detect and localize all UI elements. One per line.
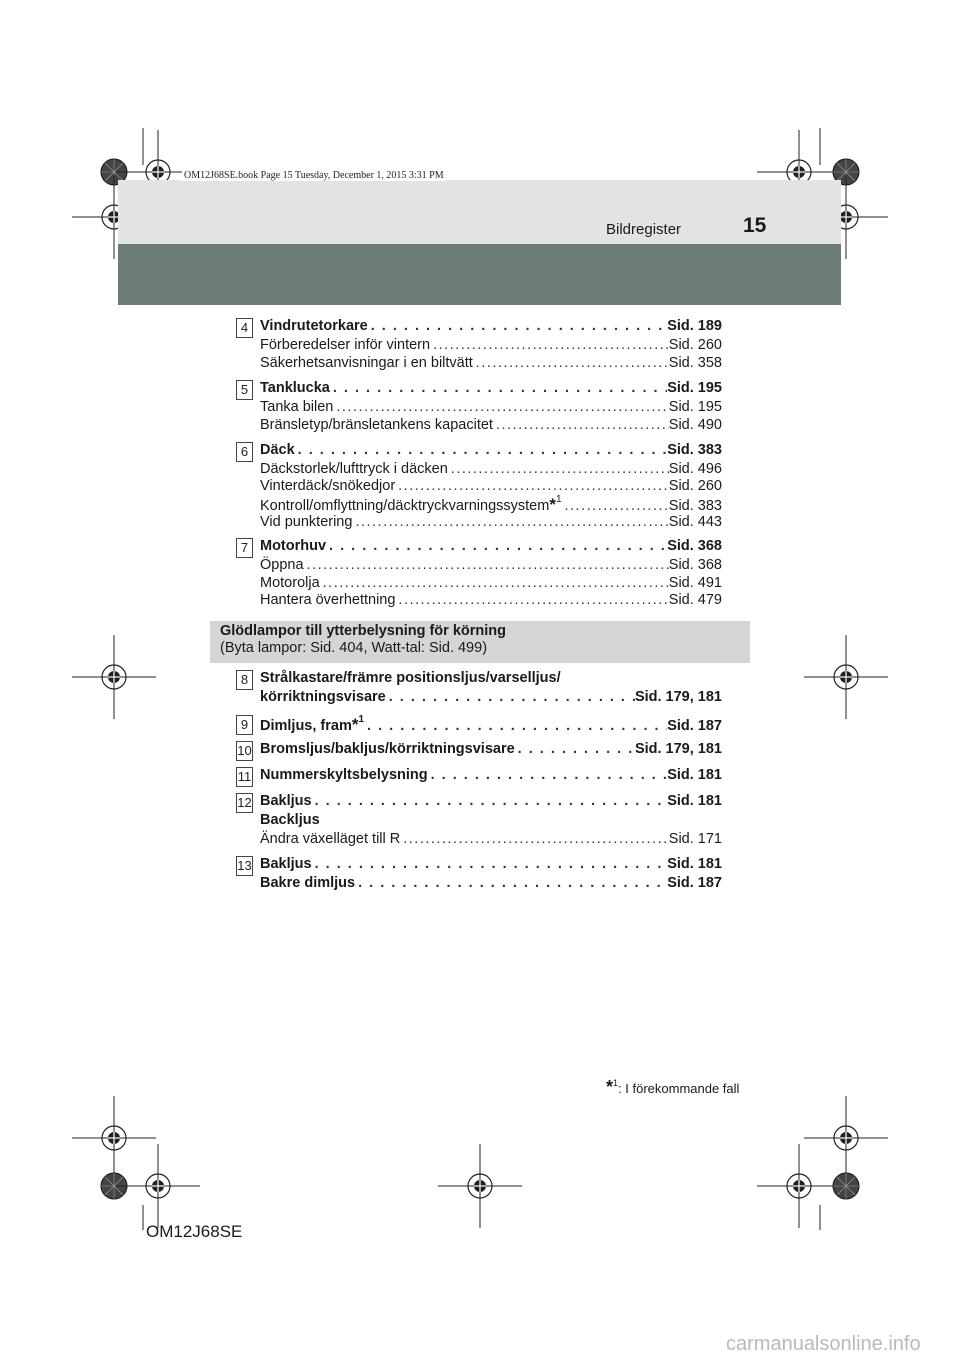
page-reference: Sid. 383 — [668, 498, 722, 514]
header-top-bar — [118, 180, 841, 244]
entry-number: 10 — [236, 741, 253, 761]
entry-number: 9 — [236, 715, 253, 735]
footnote-marker: 1 — [358, 714, 365, 726]
page-reference: Sid. 491 — [668, 575, 722, 591]
index-line: Kontroll/omflyttning/däcktryckvarningssystem *$^1$ ..... Sid. 383 — [260, 495, 722, 515]
index-line — [260, 831, 722, 847]
entry-number: 4 — [236, 318, 253, 338]
index-label: Säkerhetsanvisningar i en biltvätt — [260, 355, 473, 371]
page-reference: Sid. 171 — [668, 831, 722, 847]
index-label: Strålkastare/främre positionsljus/varselljus/ — [260, 670, 561, 686]
index-line — [260, 689, 722, 705]
index-line — [260, 337, 722, 353]
index-label: Dimljus, fram — [260, 718, 352, 734]
page-reference: Sid. 358 — [668, 355, 722, 371]
entry-number: 5 — [236, 380, 253, 400]
index-label: Ändra växelläget till R — [260, 831, 401, 847]
page-reference: Sid. 383 — [667, 442, 722, 458]
header-band — [118, 244, 841, 305]
index-line — [260, 417, 722, 433]
document-code: OM12J68SE — [146, 1222, 243, 1241]
index-label: Bakljus — [260, 793, 312, 809]
index-label: Däck — [260, 442, 295, 458]
page-reference: Sid. 187 — [667, 718, 722, 734]
page-reference: Sid. 368 — [667, 538, 722, 554]
index-label: Vindrutetorkare — [260, 318, 368, 334]
entry-number: 6 — [236, 442, 253, 462]
index-label: Nummerskyltsbelysning — [260, 767, 428, 783]
index-label: Motorolja — [260, 575, 320, 591]
index-label: Förberedelser inför vintern — [260, 337, 431, 353]
index-line — [260, 538, 722, 554]
page-reference: Sid. 496 — [668, 461, 722, 477]
footnote-marker: 1 — [555, 494, 562, 506]
index-line — [260, 767, 722, 783]
page-reference: Sid. 479 — [668, 592, 722, 608]
index-label: Backljus — [260, 812, 320, 828]
entry-number: 13 — [236, 856, 253, 876]
footnote: *$^1$: I förekommande fall — [606, 1077, 740, 1097]
page-reference: Sid. 490 — [668, 417, 722, 433]
index-label: Däckstorlek/lufttryck i däcken — [260, 461, 448, 477]
index-line — [260, 856, 722, 872]
page-reference: Sid. 181 — [667, 767, 722, 783]
page-reference: Sid. 189 — [667, 318, 722, 334]
page-reference: Sid. 260 — [668, 478, 722, 494]
index-line — [260, 442, 722, 458]
index-label: Bromsljus/bakljus/körriktningsvisare — [260, 741, 515, 757]
page-reference: Sid. 195 — [668, 399, 722, 415]
page-reference: Sid. 187 — [667, 875, 722, 891]
page-reference: Sid. 195 — [667, 380, 722, 396]
index-label: körriktningsvisare — [260, 689, 386, 705]
page-reference: Sid. 179, 181 — [634, 741, 722, 757]
lamp-section-subtitle: (Byta lampor: Sid. 404, Watt-tal: Sid. 499) — [220, 640, 488, 656]
index-line — [260, 318, 722, 334]
index-line — [260, 478, 722, 494]
index-line — [260, 670, 722, 686]
index-line — [260, 875, 722, 891]
index-label: Vid punktering — [260, 514, 353, 530]
index-label: Bakre dimljus — [260, 875, 356, 891]
page-reference: Sid. 260 — [668, 337, 722, 353]
index-line — [260, 399, 722, 415]
index-line — [260, 461, 722, 477]
page-reference: Sid. 179, 181 — [634, 689, 722, 705]
page-reference: Sid. 181 — [667, 856, 722, 872]
entry-number: 8 — [236, 670, 253, 690]
index-label: Bränsletyp/bränsletankens kapacitet — [260, 417, 493, 433]
index-label: Bakljus — [260, 856, 312, 872]
index-line — [260, 514, 722, 530]
index-line — [260, 592, 722, 608]
index-label: Hantera överhettning — [260, 592, 396, 608]
page-number: 15 — [743, 214, 767, 237]
index-line — [260, 355, 722, 371]
book-info: OM12J68SE.book Page 15 Tuesday, December 1, 2015 3:31 PM — [184, 170, 444, 181]
index-label: Tanka bilen — [260, 399, 334, 415]
index-line — [260, 741, 722, 757]
page-reference: Sid. 443 — [668, 514, 722, 530]
index-label: Kontroll/omflyttning/däcktryckvarningssystem — [260, 498, 550, 514]
index-line: Dimljus, fram *$^1$ . . . Sid. 187 — [260, 715, 722, 735]
page-reference: Sid. 181 — [667, 793, 722, 809]
lamp-section-title: Glödlampor till ytterbelysning för körning — [220, 623, 506, 639]
index-label: Tanklucka — [260, 380, 330, 396]
page-reference: Sid. 368 — [668, 557, 722, 573]
section-title: Bildregister — [606, 221, 682, 238]
index-line — [260, 575, 722, 591]
entry-number: 12 — [236, 793, 253, 813]
index-line — [260, 557, 722, 573]
entry-number: 11 — [236, 767, 253, 787]
index-label: Motorhuv — [260, 538, 327, 554]
watermark: carmanualsonline.info — [726, 1333, 921, 1355]
index-label: Vinterdäck/snökedjor — [260, 478, 396, 494]
index-line — [260, 793, 722, 809]
entry-number: 7 — [236, 538, 253, 558]
index-line — [260, 812, 722, 828]
index-line — [260, 380, 722, 396]
index-label: Öppna — [260, 557, 304, 573]
